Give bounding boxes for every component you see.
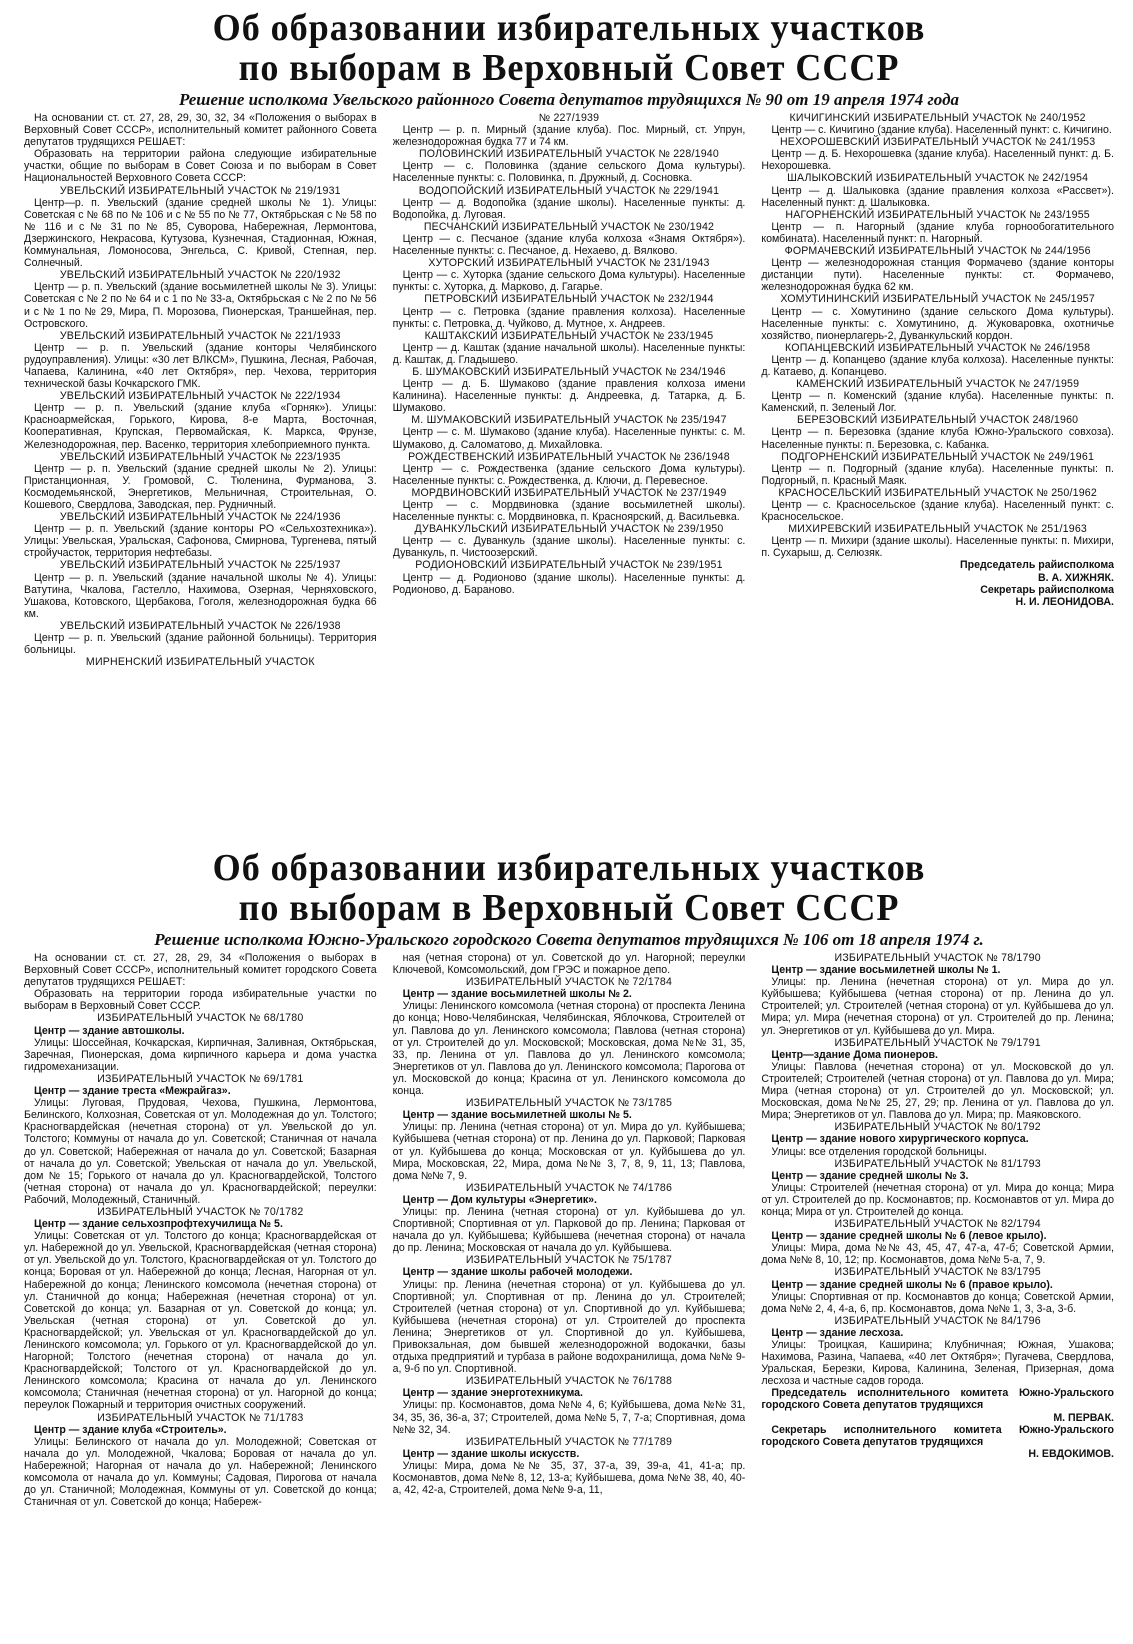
precinct-heading: ПОДГОРНЕНСКИЙ ИЗБИРАТЕЛЬНЫЙ УЧАСТОК № 249/1961 <box>781 450 1095 463</box>
precinct-heading: ИЗБИРАТЕЛЬНЫЙ УЧАСТОК № 74/1786 <box>465 1181 673 1194</box>
precinct-heading: № 227/1939 <box>538 112 600 124</box>
precinct-heading: ПЕСЧАНСКИЙ ИЗБИРАТЕЛЬНЫЙ УЧАСТОК № 230/1942 <box>423 220 715 233</box>
signature-line: М. ПЕРВАК. <box>1053 1411 1114 1424</box>
precinct-heading: ИЗБИРАТЕЛЬНЫЙ УЧАСТОК № 68/1780 <box>97 1012 304 1025</box>
precinct-heading: МОРДВИНОВСКИЙ ИЗБИРАТЕЛЬНЫЙ УЧАСТОК № 237/1949 <box>411 486 727 499</box>
precinct-center: Центр — здание клуба «Строитель». <box>34 1423 227 1436</box>
precinct-heading: ФОРМАЧЕВСКИЙ ИЗБИРАТЕЛЬНЫЙ УЧАСТОК № 244/1956 <box>784 245 1091 258</box>
column-2 <box>393 112 746 834</box>
precinct-heading: УВЕЛЬСКИЙ ИЗБИРАТЕЛЬНЫЙ УЧАСТОК № 221/1933 <box>59 329 341 342</box>
precinct-heading: ИЗБИРАТЕЛЬНЫЙ УЧАСТОК № 72/1784 <box>465 976 673 989</box>
body-paragraph: Центр — р. п. Увельский (здание средней школы № 2). Улицы: Пристанционная, У. Громовой, С. Тюленина, Фурманова, З. Космодемьянской, Энергетиков, Мельничная, Строительная, О. Кошевого, Свердлова, Заводская, пер. Рудничный. <box>24 462 377 511</box>
body-paragraph: Центр — д. Копанцево (здание клуба колхоза). Населенные пункты: д. Катаево, д. Копанцево. <box>761 353 1114 378</box>
body-paragraph: Центр — д. Каштак (здание начальной школы). Населенные пункты: д. Каштак, д. Гладышево. <box>392 341 746 366</box>
precinct-heading: ИЗБИРАТЕЛЬНЫЙ УЧАСТОК № 80/1792 <box>834 1121 1041 1134</box>
precinct-center: Центр — здание автошколы. <box>34 1024 185 1037</box>
precinct-heading: ИЗБИРАТЕЛЬНЫЙ УЧАСТОК № 70/1782 <box>97 1205 304 1218</box>
precinct-heading: УВЕЛЬСКИЙ ИЗБИРАТЕЛЬНЫЙ УЧАСТОК № 223/1935 <box>59 450 341 463</box>
precinct-center: Центр — здание энерготехникума. <box>402 1387 584 1400</box>
precinct-center: Секретарь исполнительного комитета Южно-Уральского городского Совета депутатов трудящихся <box>761 1423 1114 1448</box>
precinct-heading: РОДИОНОВСКИЙ ИЗБИРАТЕЛЬНЫЙ УЧАСТОК № 239/1951 <box>415 559 723 572</box>
precinct-center: Центр — здание школы искусств. <box>402 1447 580 1460</box>
body-paragraph: Центр — п. Михири (здание школы). Населенные пункты: п. Михири, п. Сухарыш, д. Селюзяк. <box>761 535 1114 560</box>
precinct-heading: ИЗБИРАТЕЛЬНЫЙ УЧАСТОК № 81/1793 <box>834 1157 1041 1170</box>
precinct-heading: ИЗБИРАТЕЛЬНЫЙ УЧАСТОК № 82/1794 <box>834 1218 1041 1231</box>
body-paragraph: Улицы: пр. Космонавтов, дома №№ 4, 6; Куйбышева, дома №№ 31, 34, 35, 36, 36-а, 37; Строителей, дома №№ 5, 7, 7-а; Спортивная, дома №№ 32, 34. <box>392 1399 746 1436</box>
precinct-center: Центр — здание лесхоза. <box>771 1326 904 1339</box>
precinct-center: Центр — здание треста «Межрайгаз». <box>34 1085 231 1098</box>
body-paragraph: На основании ст. ст. 27, 28, 29, 34 «Положения о выборах в Верховный Совет СССР», исполнительный комитет городского Совета депутатов трудящихся РЕШАЕТ: <box>24 952 377 989</box>
body-paragraph: Улицы: пр. Ленина (нечетная сторона) от ул. Мира до ул. Куйбышева; Куйбышева (четная сторона) от пр. Ленина до ул. Строителей; ул. Строителей (четная сторона) от ул. Куйбышева до ул. Мира; ул. Мира (нечетная сторона) от ул. Строителей до пр. Ленина; ул. Энергетиков от ул. Куйбышева до ул. Мира. <box>761 976 1114 1037</box>
body-paragraph: Улицы: Белинского от начала до ул. Молодежной; Советская от начала до ул. Молодежной, Чкалова; Боровая от начала до ул. Набережной; Нагорная от начала до ул. Набережной; Ленинского комсомола от начала до ул. Коммуны; Садовая, Пирогова от начала до ул. Станичной; Молодежная, Коммуны от ул. Советской до конца; Станичная от ул. Советской до конца; Набереж- <box>24 1435 377 1509</box>
precinct-heading: ШАЛЫКОВСКИЙ ИЗБИРАТЕЛЬНЫЙ УЧАСТОК № 242/1954 <box>787 172 1089 185</box>
body-paragraph: Центр — с. Половинка (здание сельского Дома культуры). Населенные пункты: с. Половинка, п. Дружный, д. Сосновка. <box>392 160 746 185</box>
precinct-heading: МИРНЕНСКИЙ ИЗБИРАТЕЛЬНЫЙ УЧАСТОК <box>85 656 315 669</box>
body-paragraph: Улицы: Мира, дома №№ 43, 45, 47, 47-а, 47-б; Советской Армии, дома №№ 8, 10, 12; пр. Космонавтов, дома №№ 5-а, 7, 9. <box>761 1242 1114 1267</box>
body-paragraph: Центр — р. п. Мирный (здание клуба). Пос. Мирный, ст. Упрун, железнодорожная будка 77 и 74 км. <box>392 124 746 149</box>
precinct-heading: ВОДОПОЙСКИЙ ИЗБИРАТЕЛЬНЫЙ УЧАСТОК № 229/1941 <box>418 184 720 197</box>
body-paragraph: Центр — с. Дуванкуль (здание школы). Населенные пункты: с. Дуванкуль, п. Чистоозерский. <box>392 535 746 560</box>
precinct-heading: ИЗБИРАТЕЛЬНЫЙ УЧАСТОК № 75/1787 <box>465 1254 673 1267</box>
body-paragraph: Центр — п. Березовка (здание клуба Южно-Уральского совхоза). Населенные пункты: п. Березовка, с. Кабанка. <box>761 426 1114 451</box>
precinct-heading: УВЕЛЬСКИЙ ИЗБИРАТЕЛЬНЫЙ УЧАСТОК № 224/1936 <box>59 511 341 524</box>
body-paragraph: Центр — р. п. Увельский (здание клуба «Горняк»). Улицы: Красноармейская, Горького, Кирова, 8-е Марта, Восточная, Кооперативная, Крупская, Первомайская, К. Маркса, Фрунзе, Железнодорожная, пер. Васенко, территория хлебоприемного пункта. <box>24 402 377 451</box>
body-paragraph: Центр — п. Подгорный (здание клуба). Населенные пункты: п. Подгорный, п. Красный Маяк. <box>761 462 1114 487</box>
body-paragraph: Улицы: все отделения городской больницы. <box>771 1145 987 1158</box>
article-columns <box>24 112 1114 834</box>
precinct-heading: ИЗБИРАТЕЛЬНЫЙ УЧАСТОК № 83/1795 <box>834 1266 1041 1279</box>
precinct-heading: КАМЕНСКИЙ ИЗБИРАТЕЛЬНЫЙ УЧАСТОК № 247/1959 <box>796 378 1080 391</box>
precinct-center: Центр — здание нового хирургического корпуса. <box>771 1133 1029 1146</box>
body-paragraph: Улицы: Советская от ул. Толстого до конца; Красногвардейская от ул. Набережной до ул. Увельской, Красногвардейская (четная сторона) от ул. Увельской до ул. Толстого, Красногвардейская от ул. Толстого до конца; Боровая от ул. Набережной до конца; Лесная, Нагорная от ул. Набережной до конца; Ленинского комсомола (нечетная сторона) от ул. Станичной до конца; Набережная (нечетная сторона) от ул. Советской до конца; ул. Базарная от ул. Советской до конца; ул. Увельская (четная сторона) от ул. Советской до ул. Красногвардейской; ул. Увельская от ул. Красногвардейской до ул. Ленинского комсомола; ул. Горького от ул. Красногвардейской до ул. Нагорной; Толстого (нечетная сторона) от начала до ул. Красногвардейской; Толстого от ул. Красногвардейской до ул. Ленинского комсомола; Красина от начала до ул. Ленинского комсомола; Станичная (нечетная сторона) от ул. Нагорной до конца; переулок Пожарный и территория очистных сооружений. <box>24 1230 377 1412</box>
precinct-heading: МИХИРЕВСКИЙ ИЗБИРАТЕЛЬНЫЙ УЧАСТОК № 251/1963 <box>788 523 1088 536</box>
body-paragraph: Центр — р. п. Увельский (здание конторы Челябинского рудоуправления). Улицы: «30 лет ВЛКСМ», Пушкина, Лесная, Рабочая, Чапаева, Калинина, «40 лет Октября», пер. Чехова, территория технической базы Кочкарского ГМК. <box>24 341 377 391</box>
body-paragraph: Центр — д. Родионово (здание школы). Населенные пункты: д. Родионово, д. Бараново. <box>392 571 746 596</box>
headline-line-2: по выборам в Верховный Совет СССР <box>238 47 900 89</box>
body-paragraph: Улицы: Строителей (нечетная сторона) от ул. Мира до конца; Мира от ул. Строителей до пр. Космонавтов; пр. Космонавтов от ул. Мира до конца; Мира от ул. Строителей до конца. <box>761 1181 1114 1218</box>
body-paragraph: Улицы: Троицкая, Каширина; Клубничная; Южная, Ушакова; Нахимова, Разина, Чапаева, «40 лет Октября»; Пугачева, Свердлова, Уральская, Березки, Кирова, Калинина, Зеленая, Призерная, дома лесхоза и частные садов города. <box>761 1339 1114 1388</box>
precinct-center: Центр — здание восьмилетней школы № 2. <box>402 988 632 1001</box>
body-paragraph: Центр — с. Мордвиновка (здание восьмилетней школы). Населенные пункты: с. Мордвиновка, п. Красноярский, д. Васильевка. <box>392 499 746 524</box>
body-paragraph: Центр — с. Петровка (здание правления колхоза). Населенные пункты: с. Петровка, д. Чуйково, д. Мутное, х. Андреев. <box>392 305 746 330</box>
body-paragraph: Центр — с. М. Шумаково (здание клуба). Населенные пункты: с. М. Шумаково, д. Саломатово, д. Михайловка. <box>392 426 746 451</box>
precinct-heading: КРАСНОСЕЛЬСКИЙ ИЗБИРАТЕЛЬНЫЙ УЧАСТОК № 250/1962 <box>778 486 1097 499</box>
precinct-heading: ДУВАНКУЛЬСКИЙ ИЗБИРАТЕЛЬНЫЙ УЧАСТОК № 239/1950 <box>414 523 724 536</box>
column-3 <box>761 112 1114 834</box>
precinct-center: Центр — здание восьмилетней школы № 1. <box>771 964 1001 977</box>
precinct-center: Центр — здание восьмилетней школы № 5. <box>402 1109 632 1122</box>
body-paragraph: Образовать на территории города избирательные участки по выборам в Верховный Совет СССР. <box>24 988 377 1013</box>
body-paragraph: Центр — д. Водопойка (здание школы). Населенные пункты: д. Водопойка, д. Луговая. <box>392 196 746 221</box>
body-paragraph: Центр — с. Кичигино (здание клуба). Населенный пункт: с. Кичигино. <box>771 124 1112 137</box>
body-paragraph: Центр — с. Песчаное (здание клуба колхоза «Знамя Октября»). Населенные пункты: с. Песчаное, д. Нехаево, д. Вялково. <box>392 232 746 258</box>
precinct-heading: ИЗБИРАТЕЛЬНЫЙ УЧАСТОК № 78/1790 <box>834 952 1041 964</box>
precinct-center: Центр — здание средней школы № 3. <box>771 1169 969 1182</box>
precinct-heading: ИЗБИРАТЕЛЬНЫЙ УЧАСТОК № 76/1788 <box>465 1375 673 1388</box>
precinct-heading: УВЕЛЬСКИЙ ИЗБИРАТЕЛЬНЫЙ УЧАСТОК № 220/1932 <box>59 269 341 282</box>
body-paragraph: Образовать на территории района следующие избирательные участки, общие по выборам в Совет Союза и по выборам в Совет Национальностей Верховного Совета СССР: <box>24 148 377 185</box>
precinct-heading: БЕРЕЗОВСКИЙ ИЗБИРАТЕЛЬНЫЙ УЧАСТОК 248/1960 <box>797 414 1079 427</box>
body-paragraph: Центр — с. Хуторка (здание сельского Дома культуры). Населенные пункты: с. Хуторка, д. Марково, д. Гагарье. <box>392 269 746 294</box>
precinct-heading: УВЕЛЬСКИЙ ИЗБИРАТЕЛЬНЫЙ УЧАСТОК № 226/1938 <box>59 619 341 632</box>
precinct-center: Центр — здание сельхозпрофтехучилища № 5. <box>34 1218 283 1231</box>
column-2 <box>393 952 746 1624</box>
precinct-heading: ХУТОРСКИЙ ИЗБИРАТЕЛЬНЫЙ УЧАСТОК № 231/1943 <box>428 257 710 270</box>
precinct-heading: НАГОРНЕНСКИЙ ИЗБИРАТЕЛЬНЫЙ УЧАСТОК № 243/1955 <box>785 208 1090 221</box>
precinct-heading: ИЗБИРАТЕЛЬНЫЙ УЧАСТОК № 69/1781 <box>97 1072 304 1085</box>
body-paragraph: Улицы: пр. Ленина (четная сторона) от ул. Куйбышева до ул. Спортивной; Спортивная от ул. Парковой до пр. Ленина; Парковая от начала до ул. Куйбышева; Куйбышева (нечетная сторона) от начала до пр. Ленина; Московская от начала до ул. Куйбышева. <box>392 1205 746 1255</box>
body-paragraph: Центр — с. Красносельское (здание клуба). Населенный пункт: с. Красносельское. <box>761 499 1114 524</box>
precinct-heading: ИЗБИРАТЕЛЬНЫЙ УЧАСТОК № 84/1796 <box>834 1314 1041 1327</box>
precinct-heading: НЕХОРОШЕВСКИЙ ИЗБИРАТЕЛЬНЫЙ УЧАСТОК № 241/1953 <box>779 136 1096 149</box>
body-paragraph: Центр — д. Б. Шумаково (здание правления колхоза имени Калинина). Населенные пункты: д. Андреевка, д. Татарка, д. Б. Шумаково. <box>392 378 746 415</box>
column-3 <box>761 952 1114 1624</box>
article-columns <box>24 952 1114 1624</box>
body-paragraph: Центр — п. Коменский (здание клуба). Населенные пункты: п. Каменский, п. Зеленый Лог. <box>761 390 1114 415</box>
body-paragraph: Центр — железнодорожная станция Формачево (здание конторы дистанции пути). Населенные пункты: ст. Формачево, железнодорожная будка 62 км. <box>761 257 1114 294</box>
body-paragraph: Улицы: пр. Ленина (нечетная сторона) от ул. Куйбышева до ул. Спортивной; ул. Спортивная от пр. Ленина до ул. Строителей; Строителей (четная сторона) от ул. Спортивной до ул. Куйбышева; Куйбышева (нечетная сторона) от ул. Строителей до проспекта Ленина; Энергетиков от ул. Спортивной до ул. Куйбышева, Привокзальная, дом бывшей железнодорожной водокачки, базы отдыха предприятий и турбаза в районе водохранилища, дома №№ 9-а, 9-б по ул. Спортивной. <box>392 1278 746 1376</box>
body-paragraph: Центр — с. Рождественка (здание сельского Дома культуры). Населенные пункты: с. Рождественка, д. Ключи, д. Перевесное. <box>392 462 746 487</box>
precinct-center: Центр — здание средней школы № 6 (левое крыло). <box>771 1230 1047 1243</box>
precinct-heading: ПЕТРОВСКИЙ ИЗБИРАТЕЛЬНЫЙ УЧАСТОК № 232/1944 <box>424 293 714 306</box>
signature-line: В. А. ХИЖНЯК. <box>1037 571 1114 584</box>
body-paragraph: Центр — д. Б. Нехорошевка (здание клуба). Населенный пункт: д. Б. Нехорошевка. <box>761 148 1114 173</box>
article-uvelsky <box>24 8 1114 846</box>
body-paragraph: Центр — р. п. Увельский (здание начальной школы № 4). Улицы: Ватутина, Чкалова, Гастелло, Нахимова, Озерная, Черняховского, Ушакова, Котовского, Щербакова, Гоголя, железнодорожная будка 66 км. <box>24 571 377 620</box>
subheadline: Решение исполкома Увельского районного Совета депутатов трудящихся № 90 от 19 апреля 1974 года <box>178 90 960 109</box>
subheadline: Решение исполкома Южно-Уральского городского Совета депутатов трудящихся № 106 от 18 апреля 1974 г. <box>154 930 984 949</box>
body-paragraph: ная (четная сторона) от ул. Советской до ул. Нагорной; переулки Ключевой, Комсомольский, дом ГРЭС и пожарное депо. <box>392 952 746 977</box>
precinct-heading: ХОМУТИНИНСКИЙ ИЗБИРАТЕЛЬНЫЙ УЧАСТОК № 245/1957 <box>780 293 1095 306</box>
precinct-heading: КОПАНЦЕВСКИЙ ИЗБИРАТЕЛЬНЫЙ УЧАСТОК № 246/1958 <box>785 341 1091 354</box>
body-paragraph: Центр — р. п. Увельский (здание восьмилетней школы № 3). Улицы: Советская с № 2 по № 64 и с 1 по № 33-а, Октябрьская с № 2 по № 56 и с № 1 по № 29, Мира, П. Морозова, Пионерская, Траншейная, пер. Островского. <box>24 281 377 330</box>
precinct-heading: КАШТАКСКИЙ ИЗБИРАТЕЛЬНЫЙ УЧАСТОК № 233/1945 <box>424 329 714 342</box>
body-paragraph: Улицы: Мира, дома №№ 35, 37, 37-а, 39, 39-а, 41, 41-а; пр. Космонавтов, дома №№ 8, 12, 13-а; Куйбышева, дома №№ 38, 40, 40-а, 42, 42-а, Строителей, дома №№ 9-а, 11, <box>392 1459 746 1497</box>
precinct-heading: ИЗБИРАТЕЛЬНЫЙ УЧАСТОК № 71/1783 <box>97 1411 304 1424</box>
precinct-heading: Б. ШУМАКОВСКИЙ ИЗБИРАТЕЛЬНЫЙ УЧАСТОК № 234/1946 <box>412 365 726 378</box>
precinct-heading: ИЗБИРАТЕЛЬНЫЙ УЧАСТОК № 79/1791 <box>834 1036 1041 1049</box>
precinct-heading: УВЕЛЬСКИЙ ИЗБИРАТЕЛЬНЫЙ УЧАСТОК № 219/1931 <box>59 184 341 197</box>
body-paragraph: Улицы: Павлова (нечетная сторона) от ул. Московской до ул. Строителей; Строителей (четная сторона) от ул. Павлова до ул. Мира; Мира (четная сторона) от ул. Строителей до ул. Московской; ул. Московская, дома №№ 25, 27, 29; пр. Ленина от ул. Павлова до ул. Мира; Энергетиков от ул. Павлова до ул. Мира; пр. Маяковского. <box>761 1060 1114 1122</box>
body-paragraph: Улицы: Шоссейная, Кочкарская, Кирпичная, Заливная, Октябрьская, Заречная, Пионерская, дома кирпичного карьера и дома участка гидромеханизации. <box>24 1036 377 1073</box>
signature-line: Председатель райисполкома <box>960 559 1114 572</box>
body-paragraph: Улицы: Ленинского комсомола (четная сторона) от проспекта Ленина до конца; Ново-Челябинская, Челябинская, Яблочкова, Строителей от ул. Павлова до ул. Ленинского комсомола; Павлова (четная сторона) от ул. Строителей до ул. Московской; Московская, дома №№ 31, 35, 33, пр. Ленина от ул. Павлова до ул. Ленинского комсомола; Энергетиков от ул. Павлова до ул. Ленинского комсомола; Парогова от ул. Московской до конца; Красина от ул. Ленинского комсомола до конца. <box>392 1000 746 1098</box>
body-paragraph: Центр — с. Хомутинино (здание сельского Дома культуры). Населенные пункты: с. Хомутинино, д. Жуковаровка, охотничье хозяйство, пионерлагерь-2, Дуванкульский кордон. <box>761 305 1114 342</box>
precinct-heading: ПОЛОВИНСКИЙ ИЗБИРАТЕЛЬНЫЙ УЧАСТОК № 228/1940 <box>418 148 719 161</box>
signature-line: Н. ЕВДОКИМОВ. <box>1028 1447 1114 1460</box>
precinct-heading: КИЧИГИНСКИЙ ИЗБИРАТЕЛЬНЫЙ УЧАСТОК № 240/1952 <box>789 112 1086 124</box>
precinct-center: Центр — Дом культуры «Энергетик». <box>402 1193 597 1206</box>
body-paragraph: Центр — п. Нагорный (здание клуба горнообогатительного комбината). Населенный пункт: п. Нагорный. <box>761 220 1114 245</box>
precinct-heading: РОЖДЕСТВЕНСКИЙ ИЗБИРАТЕЛЬНЫЙ УЧАСТОК № 236/1948 <box>408 450 730 463</box>
signature-line: Секретарь райисполкома <box>980 583 1114 596</box>
signature-line: Н. И. ЛЕОНИДОВА. <box>1015 595 1114 608</box>
body-paragraph: Центр — р. п. Увельский (здание конторы РО «Сельхозтехника»). Улицы: Увельская, Уральская, Сафонова, Смирнова, Тургенева, пятый стройучасток, территория нефтебазы. <box>24 523 377 560</box>
body-paragraph: На основании ст. ст. 27, 28, 29, 30, 32, 34 «Положения о выборах в Верховный Совет СССР», исполнительный комитет районного Совета депутатов трудящихся РЕШАЕТ: <box>24 112 377 149</box>
precinct-heading: УВЕЛЬСКИЙ ИЗБИРАТЕЛЬНЫЙ УЧАСТОК № 225/1937 <box>59 559 341 572</box>
article-yuzhnouralsk <box>24 848 1114 1640</box>
body-paragraph: Центр — д. Шалыковка (здание правления колхоза «Рассвет»). Населенный пункт: д. Шалыковка. <box>761 184 1114 209</box>
precinct-heading: УВЕЛЬСКИЙ ИЗБИРАТЕЛЬНЫЙ УЧАСТОК № 222/1934 <box>59 390 341 403</box>
headline-line-2: по выборам в Верховный Совет СССР <box>238 887 900 929</box>
body-paragraph: Центр—р. п. Увельский (здание средней школы № 1). Улицы: Советская с № 68 по № 106 и с № 55 по № 77, Октябрьская с № 58 по № 116 и с № 31 по № 85, Суворова, Набережная, Лермонтова, Дзержинского, Некрасова, Кутузова, Кузнечная, Стадионная, Южная, Коммунальная, Ломоносова, Энгельса, С. Кривой, Степная, пер. Солнечный. <box>24 196 377 270</box>
body-paragraph: Улицы: пр. Ленина (четная сторона) от ул. Мира до ул. Куйбышева; Куйбышева (четная сторона) от пр. Ленина до ул. Парковой; Парковая от ул. Куйбышева до конца; Московская от ул. Куйбышева до ул. Мира, Московская, 22, Мира, дома №№ 3, 7, 8, 9, 11, 13; Павлова, дома №№ 7, 9. <box>392 1121 746 1182</box>
body-paragraph: Улицы: Луговая, Прудовая, Чехова, Пушкина, Лермонтова, Белинского, Колхозная, Советская от ул. Молодежная до ул. Толстого; Красногвардейская (нечетная сторона) от ул. Увельской до ул. Толстого; Коммуны от начала до ул. Советской; Станичная от начала до ул. Советской; Набережная от начала до ул. Советской; Базарная от начала до ул. Советской; Увельская от начала до ул. Увельской, дом № 15; Горького от начала до ул. Красногвардейской, Толстого (четная сторона) от начала до ул. Красногвардейской; переулки: Рабочий, Молодежный, Станичный. <box>24 1097 377 1206</box>
precinct-heading: М. ШУМАКОВСКИЙ ИЗБИРАТЕЛЬНЫЙ УЧАСТОК № 235/1947 <box>411 414 727 427</box>
precinct-center: Центр — здание средней школы № 6 (правое крыло). <box>771 1278 1053 1291</box>
body-paragraph: Центр — р. п. Увельский (здание районной больницы). Территория больницы. <box>24 632 377 657</box>
precinct-heading: ИЗБИРАТЕЛЬНЫЙ УЧАСТОК № 73/1785 <box>465 1097 673 1110</box>
precinct-center: Председатель исполнительного комитета Южно-Уральского городского Совета депутатов трудящихся <box>761 1387 1114 1412</box>
precinct-heading: ИЗБИРАТЕЛЬНЫЙ УЧАСТОК № 77/1789 <box>465 1435 673 1448</box>
headline-line-1: Об образовании избирательных участков <box>212 848 926 889</box>
body-paragraph: Улицы: Спортивная от пр. Космонавтов до конца; Советской Армии, дома №№ 2, 4, 4-а, 6, пр. Космонавтов, дома №№ 1, 3, 3-а, 3-б. <box>761 1290 1114 1315</box>
headline-line-1: Об образовании избирательных участков <box>212 8 926 49</box>
precinct-center: Центр—здание Дома пионеров. <box>771 1048 938 1061</box>
precinct-center: Центр — здание школы рабочей молодежи. <box>402 1266 633 1279</box>
column-1 <box>24 112 377 834</box>
column-1 <box>24 952 377 1624</box>
